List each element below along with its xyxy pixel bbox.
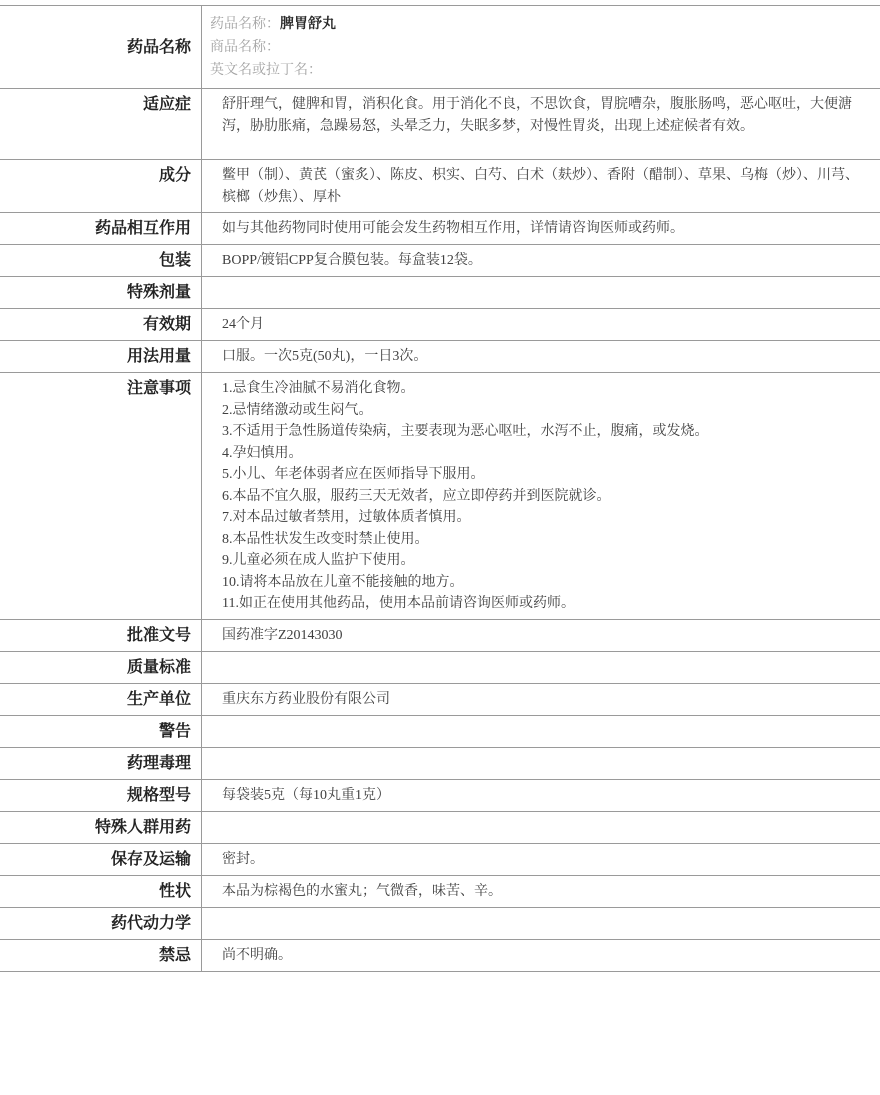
row-label-precautions: 注意事项 [0, 373, 202, 619]
row-label-interactions: 药品相互作用 [0, 213, 202, 244]
row-value-approval-number: 国药准字Z20143030 [222, 627, 343, 643]
row-value-specification: 每袋装5克（每10丸重1克） [222, 787, 390, 803]
table-row-specification [0, 780, 880, 812]
table-row-packaging [0, 245, 880, 277]
row-value-precautions [202, 373, 880, 619]
row-label-packaging: 包装 [0, 245, 202, 276]
row-label-properties: 性状 [0, 876, 202, 907]
table-row-validity [0, 309, 880, 341]
row-value-storage-transport: 密封。 [222, 851, 264, 867]
table-row-indications [0, 89, 880, 160]
precaution-item: 11.如正在使用其他药品，使用本品前请咨询医师或药师。 [222, 596, 575, 611]
table-row-approval-number [0, 620, 880, 652]
field-prefix: 药品名称： [210, 17, 280, 32]
row-label-indications: 适应症 [0, 89, 202, 159]
row-value-validity: 24个月 [222, 317, 264, 332]
precaution-item: 3.不适用于急性肠道传染病，主要表现为恶心呕吐，水泻不止，腹痛，或发烧。 [222, 424, 709, 439]
table-row-warning [0, 716, 880, 748]
table-row-usage-dosage [0, 341, 880, 373]
row-value-drug-name [202, 6, 880, 88]
table-row-pharmacokinetics [0, 908, 880, 940]
row-value-indications: 舒肝理气，健脾和胃，消积化食。用于消化不良，不思饮食，胃脘嘈杂，腹胀肠鸣，恶心呕吐，大便溏泻，胁肋胀痛，急躁易怒，头晕乏力，失眠多梦，对慢性胃炎，出现上述症候者有效。 [222, 97, 852, 134]
row-label-warning: 警告 [0, 716, 202, 747]
row-value-warning [202, 716, 880, 747]
row-label-special-population: 特殊人群用药 [0, 812, 202, 843]
table-row-interactions [0, 213, 880, 245]
table-row-precautions [0, 373, 880, 620]
row-label-contraindications: 禁忌 [0, 940, 202, 971]
row-value-usage-dosage: 口服。一次5克(50丸)，一日3次。 [222, 349, 428, 364]
precaution-item: 5.小儿、年老体弱者应在医师指导下服用。 [222, 467, 485, 482]
row-value-manufacturer: 重庆东方药业股份有限公司 [222, 691, 390, 707]
table-row-quality-standard [0, 652, 880, 684]
table-row-special-population [0, 812, 880, 844]
precaution-item: 2.忌情绪激动或生闷气。 [222, 402, 373, 418]
name-line [210, 59, 866, 82]
field-prefix: 商品名称： [210, 40, 280, 55]
precaution-item: 4.孕妇慎用。 [222, 445, 303, 461]
precaution-item: 10.请将本品放在儿童不能接触的地方。 [222, 574, 464, 590]
row-label-validity: 有效期 [0, 309, 202, 340]
table-row-manufacturer [0, 684, 880, 716]
row-label-pharmacokinetics: 药代动力学 [0, 908, 202, 939]
precaution-item: 6.本品不宜久服，服药三天无效者，应立即停药并到医院就诊。 [222, 488, 611, 504]
table-row-contraindications [0, 940, 880, 972]
name-line [210, 13, 866, 36]
precaution-item: 7.对本品过敏者禁用，过敏体质者慎用。 [222, 510, 471, 525]
row-value-quality-standard [202, 652, 880, 683]
row-value-special-population [202, 812, 880, 843]
table-row-properties [0, 876, 880, 908]
row-value-pharmacokinetics [202, 908, 880, 939]
table-row-pharmacology-toxicology [0, 748, 880, 780]
table-row-drug-name [0, 6, 880, 89]
row-value-special-dosage [202, 277, 880, 308]
row-label-usage-dosage: 用法用量 [0, 341, 202, 372]
row-value-ingredients: 鳖甲（制）、黄芪（蜜炙）、陈皮、枳实、白芍、白术（麸炒）、香附（醋制）、草果、乌梅（炒）、川芎、槟榔（炒焦）、厚朴 [222, 168, 859, 205]
table-row-special-dosage [0, 277, 880, 309]
row-value-pharmacology-toxicology [202, 748, 880, 779]
field-prefix: 英文名或拉丁名： [210, 63, 322, 78]
table-row-storage-transport [0, 844, 880, 876]
row-label-approval-number: 批准文号 [0, 620, 202, 651]
row-label-ingredients: 成分 [0, 160, 202, 212]
drug-info-table [0, 5, 880, 972]
name-line [210, 36, 866, 59]
row-value-contraindications: 尚不明确。 [222, 947, 292, 963]
table-row-ingredients [0, 160, 880, 213]
row-label-specification: 规格型号 [0, 780, 202, 811]
row-label-pharmacology-toxicology: 药理毒理 [0, 748, 202, 779]
drug-name-value: 脾胃舒丸 [280, 17, 336, 32]
row-label-drug-name: 药品名称 [0, 6, 202, 88]
precaution-item: 9.儿童必须在成人监护下使用。 [222, 553, 415, 568]
row-label-manufacturer: 生产单位 [0, 684, 202, 715]
precaution-item: 1.忌食生冷油腻不易消化食物。 [222, 381, 415, 396]
row-label-storage-transport: 保存及运输 [0, 844, 202, 875]
row-label-special-dosage: 特殊剂量 [0, 277, 202, 308]
precaution-item: 8.本品性状发生改变时禁止使用。 [222, 531, 429, 547]
row-value-properties: 本品为棕褐色的水蜜丸；气微香，味苦、辛。 [222, 883, 502, 899]
row-label-quality-standard: 质量标准 [0, 652, 202, 683]
row-value-interactions: 如与其他药物同时使用可能会发生药物相互作用，详情请咨询医师或药师。 [222, 221, 684, 236]
row-value-packaging: BOPP/镀铝CPP复合膜包装。每盒装12袋。 [222, 253, 482, 268]
